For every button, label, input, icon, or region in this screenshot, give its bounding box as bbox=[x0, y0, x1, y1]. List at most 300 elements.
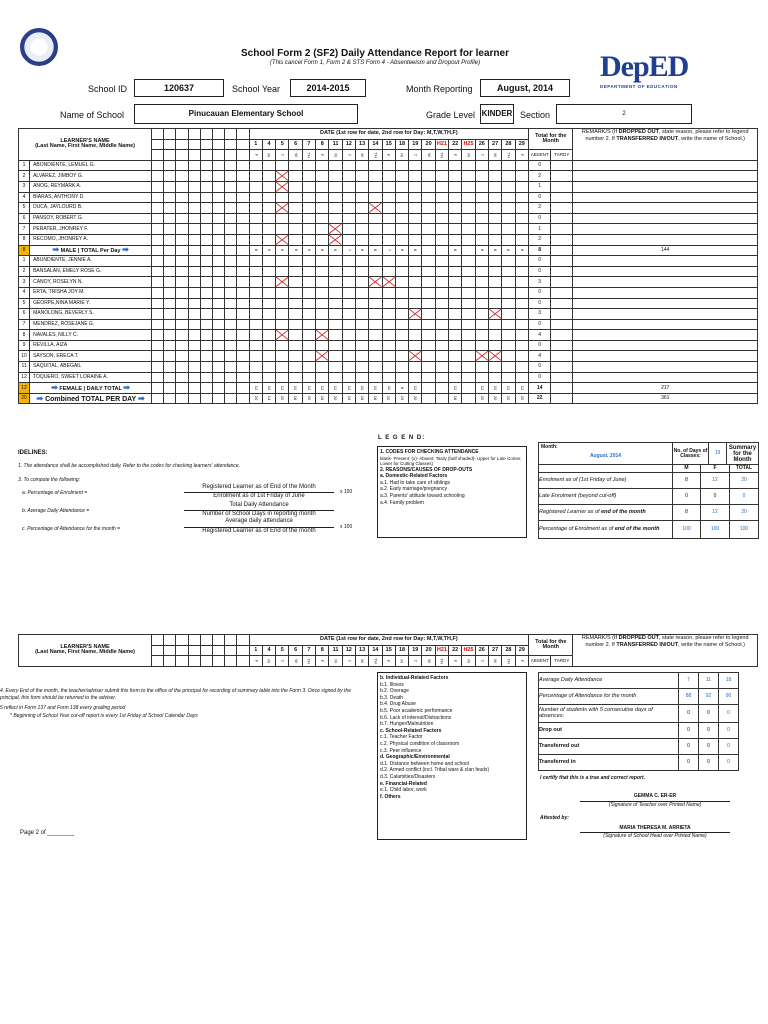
attendance-cell[interactable] bbox=[422, 213, 435, 224]
attendance-cell[interactable] bbox=[249, 181, 262, 192]
attendance-cell[interactable] bbox=[395, 319, 408, 330]
attendance-cell[interactable] bbox=[488, 319, 501, 330]
attendance-cell[interactable] bbox=[462, 362, 475, 373]
remarks-cell[interactable] bbox=[573, 213, 758, 224]
attendance-cell[interactable] bbox=[449, 298, 462, 309]
attendance-cell[interactable] bbox=[422, 372, 435, 383]
attendance-cell[interactable] bbox=[515, 351, 529, 362]
attendance-cell[interactable] bbox=[355, 298, 368, 309]
grade-level-field[interactable]: KINDER bbox=[480, 104, 514, 124]
attendance-cell[interactable] bbox=[395, 213, 408, 224]
attendance-cell[interactable] bbox=[369, 309, 382, 320]
attendance-cell[interactable] bbox=[289, 340, 302, 351]
attendance-cell[interactable] bbox=[249, 362, 262, 373]
learner-name[interactable]: MANOLONG, BEVERLY S. bbox=[30, 309, 152, 320]
attendance-cell[interactable] bbox=[502, 256, 515, 267]
attendance-cell[interactable] bbox=[515, 203, 529, 214]
attendance-cell[interactable] bbox=[329, 298, 342, 309]
attendance-cell[interactable] bbox=[435, 340, 448, 351]
attendance-cell[interactable] bbox=[276, 287, 289, 298]
attendance-cell[interactable] bbox=[435, 171, 448, 182]
attendance-cell[interactable] bbox=[342, 203, 355, 214]
attendance-cell[interactable] bbox=[329, 351, 342, 362]
attendance-cell[interactable] bbox=[302, 340, 315, 351]
attendance-cell[interactable] bbox=[342, 309, 355, 320]
attendance-cell[interactable] bbox=[515, 192, 529, 203]
attendance-cell[interactable] bbox=[369, 287, 382, 298]
attendance-cell[interactable] bbox=[302, 203, 315, 214]
learner-name[interactable]: SAQUITAL, ABEGAIL bbox=[30, 362, 152, 373]
attendance-cell[interactable] bbox=[276, 224, 289, 235]
attendance-cell[interactable] bbox=[395, 277, 408, 288]
attendance-cell[interactable] bbox=[342, 372, 355, 383]
attendance-cell[interactable] bbox=[355, 213, 368, 224]
attendance-cell[interactable] bbox=[342, 256, 355, 267]
attendance-cell[interactable] bbox=[316, 192, 329, 203]
attendance-cell[interactable] bbox=[342, 287, 355, 298]
attendance-cell[interactable] bbox=[289, 319, 302, 330]
attendance-cell[interactable] bbox=[409, 234, 422, 245]
attendance-cell[interactable] bbox=[355, 319, 368, 330]
attendance-cell[interactable] bbox=[395, 171, 408, 182]
attendance-cell[interactable] bbox=[409, 224, 422, 235]
attendance-cell[interactable] bbox=[382, 340, 395, 351]
attendance-cell[interactable] bbox=[355, 171, 368, 182]
learner-name[interactable]: ALVAREZ, JIMBOY G. bbox=[30, 171, 152, 182]
attendance-cell[interactable] bbox=[249, 340, 262, 351]
attendance-cell[interactable] bbox=[502, 234, 515, 245]
attendance-cell[interactable] bbox=[435, 203, 448, 214]
attendance-cell[interactable] bbox=[355, 372, 368, 383]
attendance-cell[interactable] bbox=[262, 351, 275, 362]
attendance-cell[interactable] bbox=[369, 340, 382, 351]
attendance-cell[interactable] bbox=[395, 256, 408, 267]
attendance-cell[interactable] bbox=[369, 171, 382, 182]
attendance-cell[interactable] bbox=[369, 372, 382, 383]
attendance-cell[interactable] bbox=[449, 330, 462, 341]
attendance-cell[interactable] bbox=[382, 160, 395, 171]
attendance-cell[interactable] bbox=[449, 340, 462, 351]
attendance-cell[interactable] bbox=[369, 351, 382, 362]
attendance-cell[interactable] bbox=[409, 266, 422, 277]
attendance-cell[interactable] bbox=[422, 256, 435, 267]
attendance-cell[interactable] bbox=[449, 256, 462, 267]
attendance-cell[interactable] bbox=[395, 362, 408, 373]
attendance-cell[interactable] bbox=[488, 309, 501, 320]
attendance-cell[interactable] bbox=[382, 266, 395, 277]
attendance-cell[interactable] bbox=[488, 256, 501, 267]
remarks-cell[interactable] bbox=[573, 234, 758, 245]
attendance-cell[interactable] bbox=[289, 171, 302, 182]
attendance-cell[interactable] bbox=[382, 234, 395, 245]
learner-name[interactable]: PERATER, JHONREY F. bbox=[30, 224, 152, 235]
attendance-cell[interactable] bbox=[329, 256, 342, 267]
attendance-cell[interactable] bbox=[435, 309, 448, 320]
attendance-cell[interactable] bbox=[316, 287, 329, 298]
attendance-cell[interactable] bbox=[435, 213, 448, 224]
attendance-cell[interactable] bbox=[449, 213, 462, 224]
attendance-cell[interactable] bbox=[382, 181, 395, 192]
learner-name[interactable]: CANOY, ROSELYN N. bbox=[30, 277, 152, 288]
attendance-cell[interactable] bbox=[422, 192, 435, 203]
attendance-cell[interactable] bbox=[369, 266, 382, 277]
attendance-cell[interactable] bbox=[422, 298, 435, 309]
attendance-cell[interactable] bbox=[302, 351, 315, 362]
attendance-cell[interactable] bbox=[422, 171, 435, 182]
attendance-cell[interactable] bbox=[262, 362, 275, 373]
attendance-cell[interactable] bbox=[302, 330, 315, 341]
attendance-cell[interactable] bbox=[488, 171, 501, 182]
attendance-cell[interactable] bbox=[302, 181, 315, 192]
learner-name[interactable]: BIARAS, ANTHONY D. bbox=[30, 192, 152, 203]
attendance-cell[interactable] bbox=[435, 234, 448, 245]
attendance-cell[interactable] bbox=[475, 192, 488, 203]
attendance-cell[interactable] bbox=[276, 362, 289, 373]
attendance-cell[interactable] bbox=[462, 213, 475, 224]
attendance-cell[interactable] bbox=[515, 372, 529, 383]
attendance-cell[interactable] bbox=[316, 213, 329, 224]
attendance-cell[interactable] bbox=[329, 192, 342, 203]
attendance-cell[interactable] bbox=[302, 372, 315, 383]
attendance-cell[interactable] bbox=[475, 277, 488, 288]
attendance-cell[interactable] bbox=[262, 340, 275, 351]
attendance-cell[interactable] bbox=[395, 287, 408, 298]
attendance-cell[interactable] bbox=[329, 213, 342, 224]
attendance-cell[interactable] bbox=[395, 224, 408, 235]
attendance-cell[interactable] bbox=[395, 340, 408, 351]
attendance-cell[interactable] bbox=[262, 234, 275, 245]
attendance-cell[interactable] bbox=[262, 181, 275, 192]
attendance-cell[interactable] bbox=[289, 372, 302, 383]
attendance-cell[interactable] bbox=[302, 319, 315, 330]
remarks-cell[interactable] bbox=[573, 287, 758, 298]
attendance-cell[interactable] bbox=[355, 277, 368, 288]
attendance-cell[interactable] bbox=[329, 362, 342, 373]
attendance-cell[interactable] bbox=[475, 256, 488, 267]
attendance-cell[interactable] bbox=[462, 351, 475, 362]
attendance-cell[interactable] bbox=[462, 330, 475, 341]
attendance-cell[interactable] bbox=[409, 309, 422, 320]
attendance-cell[interactable] bbox=[475, 224, 488, 235]
attendance-cell[interactable] bbox=[435, 224, 448, 235]
attendance-cell[interactable] bbox=[316, 362, 329, 373]
attendance-cell[interactable] bbox=[289, 351, 302, 362]
attendance-cell[interactable] bbox=[249, 256, 262, 267]
section-field[interactable]: 2 bbox=[556, 104, 692, 124]
attendance-cell[interactable] bbox=[316, 160, 329, 171]
attendance-cell[interactable] bbox=[316, 319, 329, 330]
attendance-cell[interactable] bbox=[409, 298, 422, 309]
attendance-cell[interactable] bbox=[289, 192, 302, 203]
attendance-cell[interactable] bbox=[502, 340, 515, 351]
attendance-cell[interactable] bbox=[409, 319, 422, 330]
attendance-cell[interactable] bbox=[302, 256, 315, 267]
attendance-cell[interactable] bbox=[502, 287, 515, 298]
attendance-cell[interactable] bbox=[502, 203, 515, 214]
attendance-cell[interactable] bbox=[475, 298, 488, 309]
attendance-cell[interactable] bbox=[329, 181, 342, 192]
learner-name[interactable]: MENDREZ, ROSEJANE G. bbox=[30, 319, 152, 330]
attendance-cell[interactable] bbox=[515, 213, 529, 224]
attendance-cell[interactable] bbox=[382, 224, 395, 235]
attendance-cell[interactable] bbox=[276, 330, 289, 341]
attendance-cell[interactable] bbox=[342, 171, 355, 182]
attendance-cell[interactable] bbox=[395, 181, 408, 192]
attendance-cell[interactable] bbox=[342, 213, 355, 224]
attendance-cell[interactable] bbox=[502, 160, 515, 171]
attendance-cell[interactable] bbox=[355, 203, 368, 214]
attendance-cell[interactable] bbox=[369, 362, 382, 373]
attendance-cell[interactable] bbox=[449, 372, 462, 383]
attendance-cell[interactable] bbox=[409, 277, 422, 288]
attendance-cell[interactable] bbox=[449, 234, 462, 245]
attendance-cell[interactable] bbox=[289, 160, 302, 171]
attendance-cell[interactable] bbox=[276, 340, 289, 351]
attendance-cell[interactable] bbox=[276, 192, 289, 203]
remarks-cell[interactable] bbox=[573, 160, 758, 171]
remarks-cell[interactable] bbox=[573, 340, 758, 351]
attendance-cell[interactable] bbox=[475, 181, 488, 192]
attendance-cell[interactable] bbox=[449, 192, 462, 203]
attendance-cell[interactable] bbox=[515, 224, 529, 235]
attendance-cell[interactable] bbox=[342, 340, 355, 351]
attendance-cell[interactable] bbox=[395, 266, 408, 277]
attendance-cell[interactable] bbox=[488, 287, 501, 298]
attendance-cell[interactable] bbox=[342, 266, 355, 277]
attendance-cell[interactable] bbox=[316, 309, 329, 320]
learner-name[interactable]: ABONDIENTE, LEMUEL G. bbox=[30, 160, 152, 171]
attendance-cell[interactable] bbox=[316, 224, 329, 235]
learner-name[interactable]: BANSALAN, EMELY ROSE G. bbox=[30, 266, 152, 277]
attendance-cell[interactable] bbox=[369, 277, 382, 288]
attendance-cell[interactable] bbox=[262, 266, 275, 277]
remarks-cell[interactable] bbox=[573, 372, 758, 383]
attendance-cell[interactable] bbox=[409, 256, 422, 267]
attendance-cell[interactable] bbox=[382, 287, 395, 298]
attendance-cell[interactable] bbox=[342, 298, 355, 309]
attendance-cell[interactable] bbox=[502, 309, 515, 320]
attendance-cell[interactable] bbox=[302, 234, 315, 245]
attendance-cell[interactable] bbox=[342, 224, 355, 235]
attendance-cell[interactable] bbox=[289, 309, 302, 320]
attendance-cell[interactable] bbox=[462, 181, 475, 192]
attendance-cell[interactable] bbox=[276, 160, 289, 171]
learner-name[interactable]: DUCA, JAYLOURD B. bbox=[30, 203, 152, 214]
attendance-cell[interactable] bbox=[515, 277, 529, 288]
remarks-cell[interactable] bbox=[573, 362, 758, 373]
attendance-cell[interactable] bbox=[316, 181, 329, 192]
attendance-cell[interactable] bbox=[249, 171, 262, 182]
attendance-cell[interactable] bbox=[342, 351, 355, 362]
attendance-cell[interactable] bbox=[515, 319, 529, 330]
attendance-cell[interactable] bbox=[302, 287, 315, 298]
attendance-cell[interactable] bbox=[435, 181, 448, 192]
attendance-cell[interactable] bbox=[502, 298, 515, 309]
attendance-cell[interactable] bbox=[435, 298, 448, 309]
attendance-cell[interactable] bbox=[316, 351, 329, 362]
attendance-cell[interactable] bbox=[475, 213, 488, 224]
attendance-cell[interactable] bbox=[475, 362, 488, 373]
attendance-cell[interactable] bbox=[329, 340, 342, 351]
remarks-cell[interactable] bbox=[573, 181, 758, 192]
attendance-cell[interactable] bbox=[382, 192, 395, 203]
remarks-cell[interactable] bbox=[573, 203, 758, 214]
attendance-cell[interactable] bbox=[502, 266, 515, 277]
attendance-cell[interactable] bbox=[409, 287, 422, 298]
attendance-cell[interactable] bbox=[435, 160, 448, 171]
learner-name[interactable]: SAYSON, ERECA T. bbox=[30, 351, 152, 362]
attendance-cell[interactable] bbox=[329, 234, 342, 245]
attendance-cell[interactable] bbox=[449, 203, 462, 214]
remarks-cell[interactable] bbox=[573, 330, 758, 341]
attendance-cell[interactable] bbox=[276, 372, 289, 383]
learner-name[interactable]: PANSOY, ROBERT G. bbox=[30, 213, 152, 224]
attendance-cell[interactable] bbox=[409, 171, 422, 182]
attendance-cell[interactable] bbox=[422, 234, 435, 245]
attendance-cell[interactable] bbox=[276, 351, 289, 362]
attendance-cell[interactable] bbox=[515, 256, 529, 267]
attendance-cell[interactable] bbox=[382, 372, 395, 383]
attendance-cell[interactable] bbox=[262, 298, 275, 309]
learner-name[interactable]: GEORPE,NINA MARIE Y. bbox=[30, 298, 152, 309]
attendance-cell[interactable] bbox=[289, 287, 302, 298]
attendance-cell[interactable] bbox=[262, 192, 275, 203]
attendance-cell[interactable] bbox=[449, 287, 462, 298]
attendance-cell[interactable] bbox=[369, 330, 382, 341]
attendance-cell[interactable] bbox=[289, 203, 302, 214]
attendance-cell[interactable] bbox=[249, 351, 262, 362]
attendance-cell[interactable] bbox=[435, 362, 448, 373]
attendance-cell[interactable] bbox=[369, 203, 382, 214]
attendance-cell[interactable] bbox=[475, 340, 488, 351]
attendance-cell[interactable] bbox=[488, 298, 501, 309]
attendance-cell[interactable] bbox=[289, 266, 302, 277]
attendance-cell[interactable] bbox=[502, 224, 515, 235]
attendance-cell[interactable] bbox=[262, 319, 275, 330]
attendance-cell[interactable] bbox=[262, 309, 275, 320]
attendance-cell[interactable] bbox=[435, 256, 448, 267]
attendance-cell[interactable] bbox=[369, 298, 382, 309]
attendance-cell[interactable] bbox=[249, 319, 262, 330]
attendance-cell[interactable] bbox=[515, 309, 529, 320]
attendance-cell[interactable] bbox=[462, 319, 475, 330]
learner-name[interactable]: ERTA, TRISHA JOY M. bbox=[30, 287, 152, 298]
attendance-cell[interactable] bbox=[488, 234, 501, 245]
attendance-cell[interactable] bbox=[435, 330, 448, 341]
attendance-cell[interactable] bbox=[289, 224, 302, 235]
attendance-cell[interactable] bbox=[342, 192, 355, 203]
attendance-cell[interactable] bbox=[262, 160, 275, 171]
attendance-cell[interactable] bbox=[249, 330, 262, 341]
attendance-cell[interactable] bbox=[462, 266, 475, 277]
attendance-cell[interactable] bbox=[302, 362, 315, 373]
attendance-cell[interactable] bbox=[382, 256, 395, 267]
attendance-cell[interactable] bbox=[488, 203, 501, 214]
attendance-cell[interactable] bbox=[276, 309, 289, 320]
remarks-cell[interactable] bbox=[573, 171, 758, 182]
attendance-cell[interactable] bbox=[488, 330, 501, 341]
attendance-cell[interactable] bbox=[262, 171, 275, 182]
attendance-cell[interactable] bbox=[515, 298, 529, 309]
attendance-cell[interactable] bbox=[462, 277, 475, 288]
attendance-cell[interactable] bbox=[422, 309, 435, 320]
attendance-cell[interactable] bbox=[276, 203, 289, 214]
attendance-cell[interactable] bbox=[369, 234, 382, 245]
attendance-cell[interactable] bbox=[395, 372, 408, 383]
attendance-cell[interactable] bbox=[502, 351, 515, 362]
attendance-cell[interactable] bbox=[395, 192, 408, 203]
attendance-cell[interactable] bbox=[475, 287, 488, 298]
attendance-cell[interactable] bbox=[329, 224, 342, 235]
attendance-cell[interactable] bbox=[262, 287, 275, 298]
attendance-cell[interactable] bbox=[409, 192, 422, 203]
attendance-cell[interactable] bbox=[249, 287, 262, 298]
attendance-cell[interactable] bbox=[329, 171, 342, 182]
attendance-cell[interactable] bbox=[382, 309, 395, 320]
remarks-cell[interactable] bbox=[573, 277, 758, 288]
attendance-cell[interactable] bbox=[422, 340, 435, 351]
attendance-cell[interactable] bbox=[342, 181, 355, 192]
attendance-cell[interactable] bbox=[409, 330, 422, 341]
attendance-cell[interactable] bbox=[475, 203, 488, 214]
attendance-cell[interactable] bbox=[435, 277, 448, 288]
attendance-cell[interactable] bbox=[382, 203, 395, 214]
attendance-cell[interactable] bbox=[289, 277, 302, 288]
attendance-cell[interactable] bbox=[422, 224, 435, 235]
attendance-cell[interactable] bbox=[488, 351, 501, 362]
remarks-cell[interactable] bbox=[573, 298, 758, 309]
attendance-cell[interactable] bbox=[302, 224, 315, 235]
attendance-cell[interactable] bbox=[302, 298, 315, 309]
attendance-cell[interactable] bbox=[342, 362, 355, 373]
attendance-cell[interactable] bbox=[462, 160, 475, 171]
attendance-cell[interactable] bbox=[515, 181, 529, 192]
attendance-cell[interactable] bbox=[475, 171, 488, 182]
attendance-cell[interactable] bbox=[449, 351, 462, 362]
attendance-cell[interactable] bbox=[435, 372, 448, 383]
attendance-cell[interactable] bbox=[289, 362, 302, 373]
attendance-cell[interactable] bbox=[316, 277, 329, 288]
attendance-cell[interactable] bbox=[515, 340, 529, 351]
attendance-cell[interactable] bbox=[302, 213, 315, 224]
attendance-cell[interactable] bbox=[342, 330, 355, 341]
attendance-cell[interactable] bbox=[276, 171, 289, 182]
attendance-cell[interactable] bbox=[475, 319, 488, 330]
attendance-cell[interactable] bbox=[355, 160, 368, 171]
attendance-cell[interactable] bbox=[302, 309, 315, 320]
attendance-cell[interactable] bbox=[395, 298, 408, 309]
attendance-cell[interactable] bbox=[369, 319, 382, 330]
attendance-cell[interactable] bbox=[262, 224, 275, 235]
attendance-cell[interactable] bbox=[449, 181, 462, 192]
attendance-cell[interactable] bbox=[409, 362, 422, 373]
attendance-cell[interactable] bbox=[422, 287, 435, 298]
attendance-cell[interactable] bbox=[488, 277, 501, 288]
attendance-cell[interactable] bbox=[355, 309, 368, 320]
attendance-cell[interactable] bbox=[302, 266, 315, 277]
attendance-cell[interactable] bbox=[435, 319, 448, 330]
attendance-cell[interactable] bbox=[302, 277, 315, 288]
attendance-cell[interactable] bbox=[462, 287, 475, 298]
attendance-cell[interactable] bbox=[382, 330, 395, 341]
remarks-cell[interactable] bbox=[573, 319, 758, 330]
attendance-cell[interactable] bbox=[262, 277, 275, 288]
attendance-cell[interactable] bbox=[462, 256, 475, 267]
attendance-cell[interactable] bbox=[395, 234, 408, 245]
attendance-cell[interactable] bbox=[488, 213, 501, 224]
attendance-cell[interactable] bbox=[409, 203, 422, 214]
attendance-cell[interactable] bbox=[382, 319, 395, 330]
